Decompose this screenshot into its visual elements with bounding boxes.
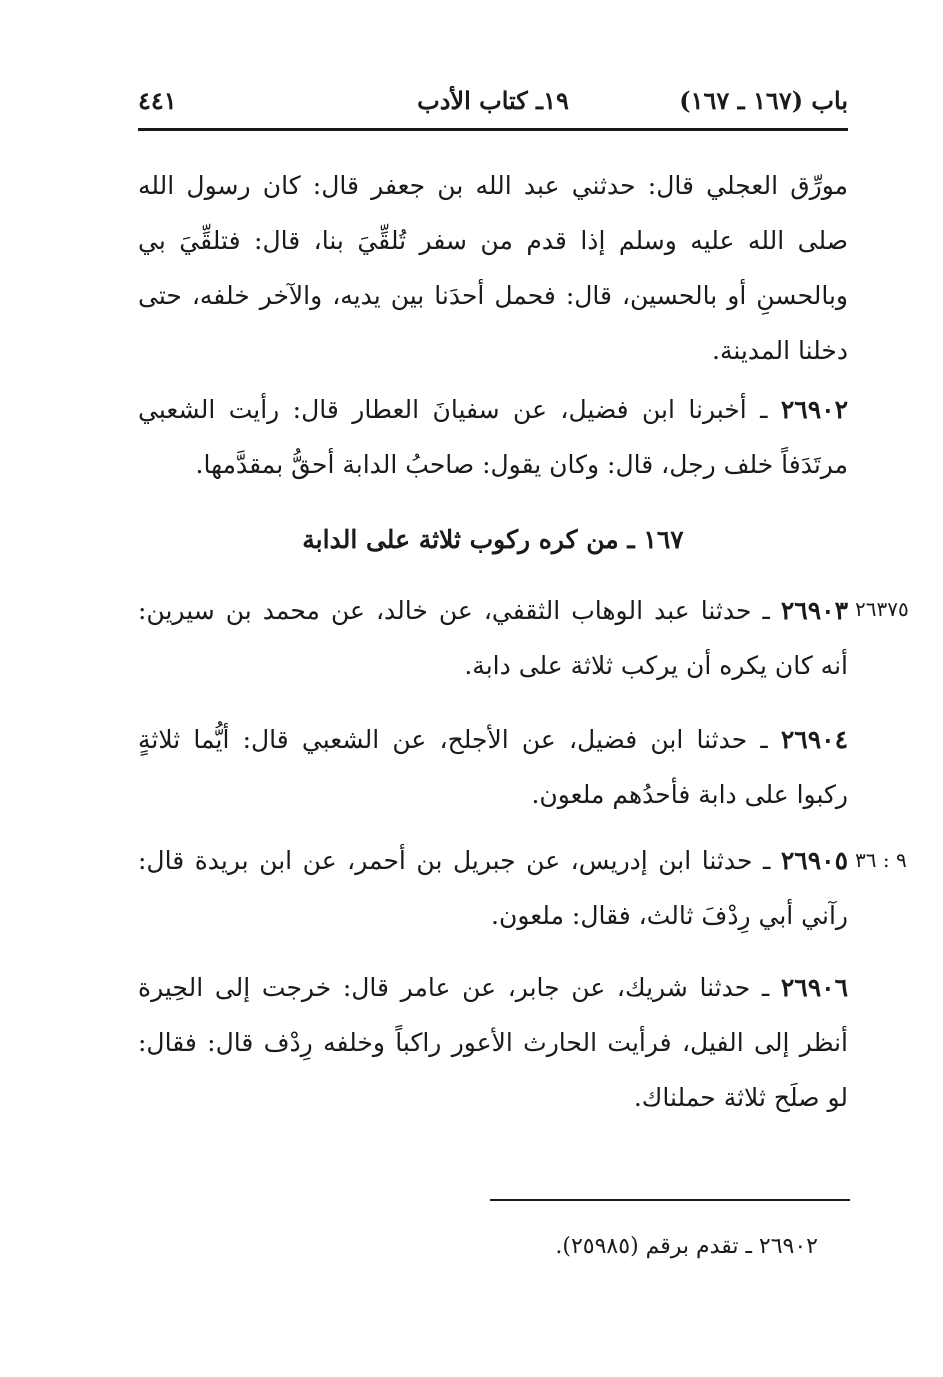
hadith-text: ـ حدثنا شريك، عن جابر، عن عامر قال: خرجت إلى الحِيرة أنظر إلى الفيل، فرأيت الحارث الأعور راكباً وخلفه رِدْف قال: فقال: لو صلَح ثلاثة حملناك. — [138, 973, 848, 1112]
hadith-number: ٢٦٩٠٤ — [780, 725, 848, 754]
hadith-text: ـ حدثنا ابن إدريس، عن جبريل بن أحمر، عن ابن بريدة قال: رآني أبي رِدْفَ ثالث، فقال: ملعون. — [138, 846, 848, 930]
hadith-26904 — [138, 712, 848, 822]
hadith-26905 — [138, 833, 848, 943]
section-heading: ١٦٧ ـ من كره ركوب ثلاثة على الدابة — [302, 525, 684, 554]
hadith-26906 — [138, 960, 848, 1125]
hadith-number: ٢٦٩٠٥ — [780, 846, 848, 875]
hadith-text: ـ حدثنا ابن فضيل، عن الأجلح، عن الشعبي قال: أيُّما ثلاثةٍ ركبوا على دابة فأحدُهم ملعون. — [138, 725, 848, 809]
running-header — [138, 82, 848, 122]
margin-note-1: ٢٦٣٧٥ — [855, 597, 909, 621]
hadith-text: ـ حدثنا عبد الوهاب الثقفي، عن خالد، عن محمد بن سيرين: أنه كان يكره أن يركب ثلاثة على دابة. — [138, 596, 848, 680]
hadith-26902 — [138, 382, 848, 492]
paragraph-continuation — [138, 158, 848, 378]
book-title: ١٩ـ كتاب الأدب — [417, 86, 569, 115]
header-divider — [138, 128, 848, 131]
hadith-26903 — [138, 583, 848, 693]
paragraph-text: مورِّق العجلي قال: حدثني عبد الله بن جعفر قال: كان رسول الله صلى الله عليه وسلم إذا قدم من سفر تُلقِّيَ بنا، قال: فتلقِّيَ بي وبالحسنِ أو بالحسين، قال: فحمل أحدَنا بين يديه، والآخر خلفه، حتى دخلنا المدينة. — [138, 171, 848, 365]
footnote: ٢٦٩٠٢ ـ تقدم برقم (٢٥٩٨٥). — [555, 1234, 818, 1259]
footnote-divider — [490, 1199, 850, 1201]
page-number: ٤٤١ — [138, 86, 177, 115]
hadith-text: ـ أخبرنا ابن فضيل، عن سفيانَ العطار قال: رأيت الشعبي مرتَدَفاً خلف رجل، قال: وكان يقول: صاحبُ الدابة أحقُّ بمقدَّمها. — [138, 395, 848, 479]
hadith-number: ٢٦٩٠٣ — [780, 596, 848, 625]
chapter-range: باب (١٦٧ ـ ١٦٧) — [679, 86, 848, 115]
hadith-number: ٢٦٩٠٢ — [780, 395, 848, 424]
margin-note-2: ٩ : ٣٦ — [855, 848, 907, 872]
hadith-number: ٢٦٩٠٦ — [780, 973, 848, 1002]
